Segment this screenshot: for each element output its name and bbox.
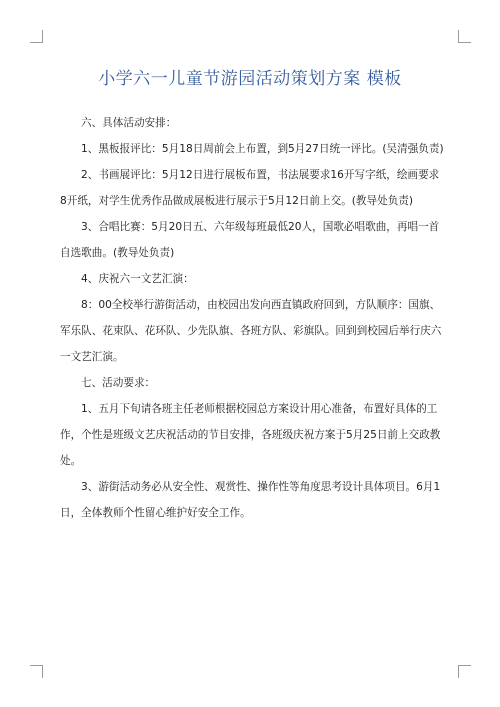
section-heading: 六、具体活动安排： — [81, 117, 177, 129]
document-title: 小学六一儿童节游园活动策划方案 模板 — [98, 69, 402, 89]
paragraph: 1、五月下旬请各班主任老师根据校园总方案设计用心准备，布置好具体的工作，个性是班级文艺庆祝活动的节目安排，各班级庆祝方案于5月25日前上交政教处。 — [60, 403, 441, 467]
document-body — [60, 110, 444, 526]
paragraph: 3、游街活动务必从安全性、观赏性、操作性等角度思考设计具体项目。6月1日，全体教师个性留心维护好安全工作。 — [60, 481, 441, 519]
paragraph: 3、合唱比赛：5月20日五、六年级每班最低20人，国歌必唱歌曲，再唱一首自选歌曲。(教导处负责) — [60, 221, 440, 259]
sub-heading: 4、庆祝六一文艺汇演： — [81, 273, 194, 285]
paragraph: 1、黑板报评比：5月18日周前会上布置，到5月27日统一评比。(吴清强负责) — [81, 143, 444, 155]
crop-mark-top-right — [458, 30, 471, 43]
crop-mark-bottom-right — [458, 665, 471, 678]
section-heading: 七、活动要求： — [81, 377, 156, 389]
crop-mark-top-left — [30, 30, 43, 43]
crop-mark-bottom-left — [30, 665, 43, 678]
paragraph: 8：00全校举行游街活动，由校园出发向西直镇政府回到，方队顺序：国旗、军乐队、花束队、花环队、少先队旗、各班方队、彩旗队。回到到校园后举行庆六一文艺汇演。 — [60, 299, 442, 363]
paragraph: 2、书画展评比：5月12日进行展板布置，书法展要求16开写字纸，绘画要求8开纸，对学生优秀作品做成展板进行展示于5月12日前上交。(教导处负责) — [60, 169, 440, 207]
